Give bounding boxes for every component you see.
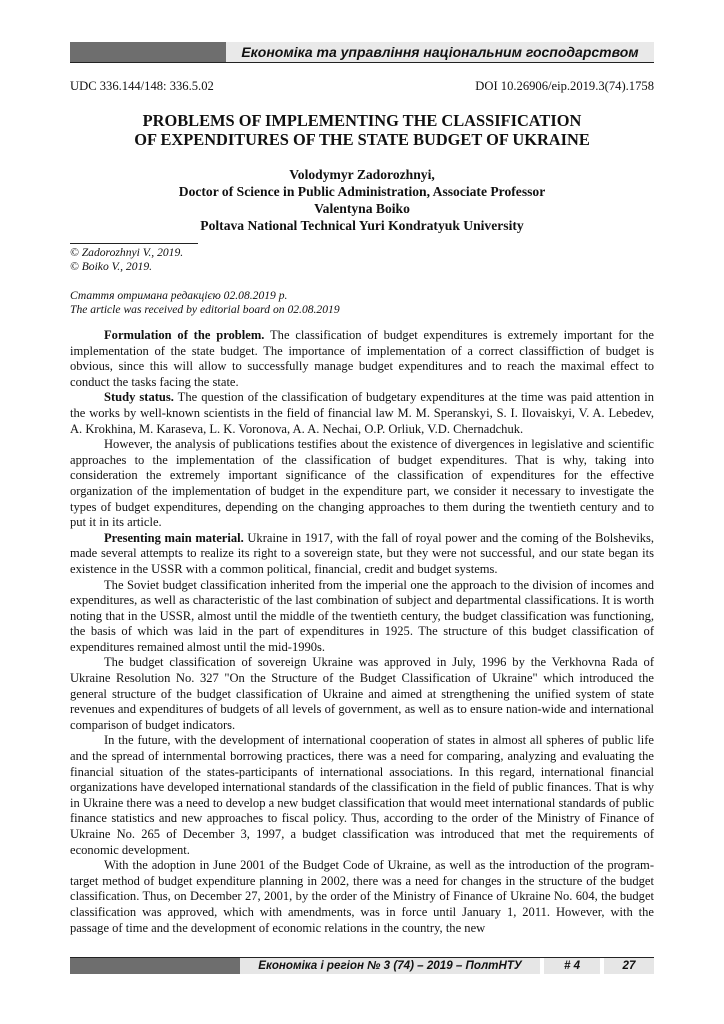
author-1-name: Volodymyr Zadorozhnyi,	[289, 167, 435, 182]
paragraph	[70, 733, 654, 858]
paragraph	[70, 390, 654, 437]
copyright-2: © Boiko V., 2019.	[70, 260, 153, 273]
header-accent-block	[70, 42, 226, 62]
page-number: 27	[622, 959, 636, 972]
title-line-2: OF EXPENDITURES OF THE STATE BUDGET OF UKRAINE	[134, 130, 590, 149]
author-1-degree: Doctor of Science in Public Administration, Associate Professor	[178, 184, 546, 199]
journal-header-title: Економіка та управління національним господарством	[241, 44, 639, 60]
paragraph-text: The classification of budget expenditures is extremely important for the implementation of the state budget. The importance of implementation of a correct classiffiction of budget is obvious, since this will allow to successfully manage budget expenditures and to reach the maximal effect to conduct the tasks facing the state.	[70, 328, 654, 389]
section-heading: Presenting main material.	[104, 530, 244, 545]
footer-issue: # 4	[563, 959, 581, 972]
paragraph-text: With the adoption in June 2001 of the Budget Code of Ukraine, as well as the introduction of the program-target method of budget expenditure planning in 2002, there was a need for changes in the structure of the budget classification. Thus, on December 27, 2001, by the order of the Ministry of Finance of Ukraine No. 604, the budget classification was approved, which with amendments, was in force until January 1, 2011. However, with the passage of time and the development of economic relations in the country, the new	[70, 858, 654, 935]
footer-journal: Економіка і регіон № 3 (74) – 2019 – ПолтНТУ	[258, 959, 522, 972]
paragraph	[70, 655, 654, 733]
doi: DOI 10.26906/eip.2019.3(74).1758	[475, 79, 654, 93]
paragraph	[70, 858, 654, 936]
authors-block	[70, 166, 654, 234]
section-heading: Study status.	[104, 390, 174, 405]
paragraph-text: The question of the classification of budgetary expenditures at the time was paid attention in the works by well-known scientists in the field of financial law M. M. Speranskyi, S. I. Ilovaiskyi, V. A. Lebedev, A. Krokhina, M. Karaseva, L. K. Voronova, A. A. Nechai, O.P. Orliuk, V.D. Chernadchuk.	[70, 390, 654, 436]
paragraph-text: However, the analysis of publications testifies about the existence of divergences in legislative and scientific approaches to the implementation of the classification of budget expenditures. That is why, taking into consideration the extremely important significance of the classification of expenditures for the effective organization of the implementation of budget in the expenditure part, we consider it necessary to investigate the types of budget expenditures, depending on the changing approaches to them during the twentieth century and to put it in its article.	[70, 437, 654, 530]
author-2-name: Valentyna Boiko	[314, 201, 410, 216]
affiliation: Poltava National Technical Yuri Kondratyuk University	[200, 218, 524, 233]
footer-accent-block	[70, 958, 240, 974]
paragraph-text: Ukraine in 1917, with the fall of royal power and the coming of the Bolsheviks, made several attempts to realize its right to a sovereign state, but they were not successful, and our state began its existence in the USSR with a common political, financial, credit and budget systems.	[70, 530, 655, 576]
section-heading: Formulation of the problem.	[104, 328, 265, 342]
paragraph	[70, 328, 654, 390]
paragraph	[70, 531, 654, 578]
title-line-1: PROBLEMS OF IMPLEMENTING THE CLASSIFICATION	[142, 111, 582, 130]
paragraph-text: The Soviet budget classification inherited from the imperial one the approach to the division of incomes and expenditures, as well as characteristic of the last combination of subject and departmental classifications. It is worth noting that in the USSR, almost until the middle of the twentieth century, the budget classification was functioning, the basis of which was laid in the part of expenditures in 1925. The structure of this budget classification of expenditures remained almost until the mid-1990s.	[70, 577, 654, 654]
copyright-rule	[70, 243, 198, 244]
paragraph-text: In the future, with the development of international cooperation of states in almost all spheres of public life and the spread of internmental borrowing practices, there was a need for comparing, analyzing and evaluating the financial situation of the states-participants of international associations. In this regard, international financial organizations have developed international standards of the classification in the field of public finances. That is why in Ukraine there was a need to develop a new budget classification that would meet international standards of public finance statistics and new approaches to fiscal policy. Thus, according to the order of the Ministry of Finance of Ukraine No. 265 of December 3, 1997, a budget classification was introduced that met the requirements of economic development.	[70, 733, 654, 857]
received-en: The article was received by editorial board on 02.08.2019	[70, 303, 340, 316]
paragraph	[70, 578, 654, 656]
copyright-1: © Zadorozhnyi V., 2019.	[70, 246, 184, 259]
header-rule	[70, 62, 654, 63]
article-title	[70, 111, 654, 149]
article-body	[70, 328, 654, 936]
received-ua: Стаття отримана редакцією 02.08.2019 р.	[70, 289, 288, 302]
paragraph-text: The budget classification of sovereign Ukraine was approved in July, 1996 by the Verkhovna Rada of Ukraine Resolution No. 327 "On the Structure of the Budget Classification of Ukraine" which introduced the general structure of the budget classification of Ukraine and aimed at strengthening the unified system of state revenues and expenditures of budgets of all levels of government, as well as to ensure nation-wide and international comparison of budget indicators.	[70, 655, 654, 732]
paragraph	[70, 437, 654, 531]
udc-code: UDC 336.144/148: 336.5.02	[70, 79, 214, 93]
